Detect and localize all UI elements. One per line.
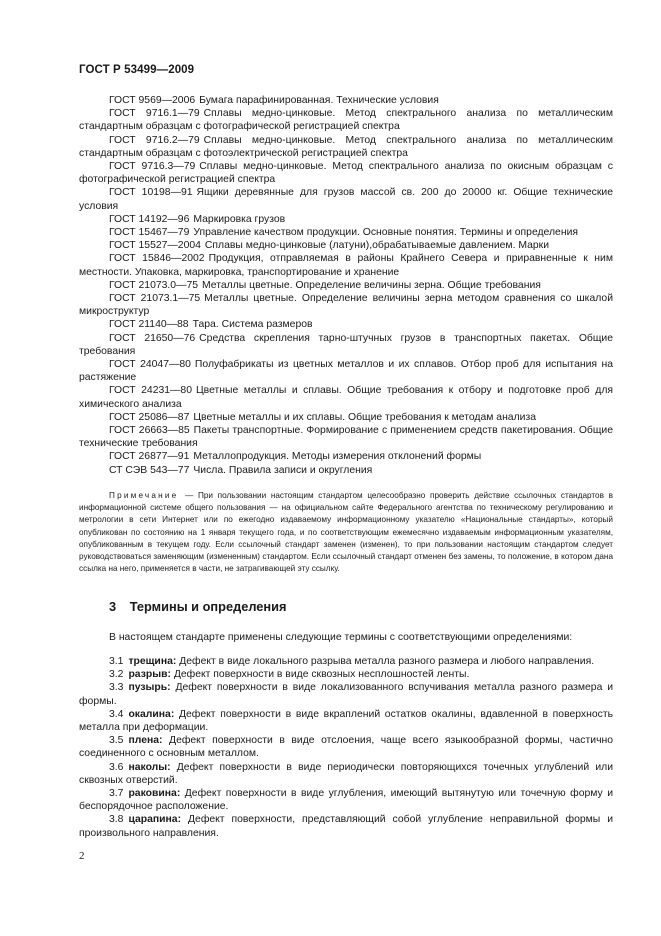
section-title: Термины и определения (129, 599, 287, 615)
term-name: трещина: (128, 655, 177, 667)
term-item (79, 787, 613, 813)
reference-code: ГОСТ 9716.1—79 (109, 108, 200, 120)
term-item (79, 813, 613, 839)
term-definition: Дефект поверхности в виде сквозных несплошностей ленты. (173, 669, 470, 681)
note-text: — При пользовании настоящим стандартом целесообразно проверить действие ссылочных стандартов в информационной системе общего пользования — на официальном сайте Федерального агентства по техническому регулированию и метрологии в сети Интернет или по ежегодно издаваемому информационному указателю «Национальные стандарты», который опубликован по состоянию на 1 января текущего года, и по соответствующим ежемесячно издаваемым информационным указателям, опубликованным в текущем году. Если ссылочный стандарт заменен (изменен), то при пользовании настоящим стандартом следует руководствоваться заменяющим (измененным) стандартом. Если ссылочный стандарт отменен без замены, то положение, в котором дана ссылка на него, применяется в части, не затрагивающей эту ссылку. (79, 490, 613, 574)
document-content (79, 94, 613, 840)
term-item (79, 668, 613, 681)
reference-code: ГОСТ 9716.2—79 (109, 134, 200, 146)
reference-item (79, 292, 613, 318)
term-item (79, 655, 613, 668)
term-name: царапина: (128, 814, 182, 826)
reference-title: Сплавы медно-цинковые. Метод спектрального анализа по металлическим стандартным образцам с фотографической регистрацией спектра (79, 108, 613, 133)
term-number: 3.8 (109, 814, 124, 826)
term-definition: Дефект поверхности, представляющий собой углубление неправильной формы и произвольного направления. (79, 814, 613, 839)
term-name: окалина: (128, 708, 175, 720)
term-number: 3.1 (109, 655, 124, 667)
reference-code: ГОСТ 25086—87 (109, 411, 190, 423)
reference-item (79, 464, 613, 477)
reference-code: ГОСТ 14192—96 (109, 213, 190, 225)
term-name: плена: (128, 735, 163, 747)
reference-note (79, 490, 613, 575)
reference-title: Бумага парафинированная. Технические условия (199, 95, 439, 106)
reference-title: Пакеты транспортные. Формирование с применением средств пакетирования. Общие технические требования (79, 425, 614, 450)
document-header: ГОСТ Р 53499—2009 (79, 64, 195, 76)
term-number: 3.4 (109, 708, 124, 720)
reference-title: Сплавы медно-цинковые. Метод спектрального анализа по металлическим стандартным образцам с фотоэлектрической регистрацией спектра (79, 134, 613, 159)
reference-code: ГОСТ 9716.3—79 (109, 161, 196, 173)
reference-item (79, 318, 613, 331)
reference-title: Цветные металлы и сплавы. Общие требования к отбору и подготовке проб для химического анализа (79, 385, 614, 410)
reference-code: ГОСТ 10198—91 (109, 187, 193, 199)
term-name: наколы: (128, 761, 171, 773)
reference-item (79, 358, 613, 384)
reference-item (79, 450, 613, 463)
section-heading (109, 599, 613, 615)
term-definition: Дефект поверхности в виде углубления, имеющий вытянутую или точечную форму и беспорядочное расположение. (79, 787, 614, 813)
term-item (79, 761, 613, 787)
reference-item (79, 384, 613, 410)
reference-code: ГОСТ 21650—76 (109, 332, 196, 344)
reference-title: Тара. Система размеров (192, 319, 313, 331)
term-item (79, 734, 613, 760)
term-definition: Дефект поверхности в виде отслоения, чаще всего языкообразной формы, частично соединенного с основным металлом. (79, 735, 613, 760)
reference-title: Средства скрепления тарно-штучных грузов в транспортных пакетах. Общие требования (79, 332, 614, 357)
term-name: разрыв: (128, 669, 171, 681)
term-number: 3.3 (109, 682, 124, 694)
term-definition: Дефект поверхности в виде вкраплений остатков окалины, вдавленной в поверхность металла при деформации. (79, 708, 613, 733)
reference-code: ГОСТ 21073.1—75 (109, 293, 201, 305)
reference-code: ГОСТ 24047—80 (109, 359, 191, 371)
reference-code: ГОСТ 26877—91 (109, 451, 190, 463)
term-number: 3.2 (109, 669, 124, 681)
reference-code: ГОСТ 24231—80 (109, 385, 192, 397)
normative-references-list (79, 94, 613, 477)
term-definition: Дефект поверхности в виде локализованного вспучивания металла разного размера и формы. (79, 682, 613, 707)
reference-item (79, 160, 613, 186)
reference-code: ГОСТ 15527—2004 (109, 240, 201, 252)
reference-item (79, 411, 613, 424)
reference-item (79, 424, 613, 450)
reference-item (79, 226, 613, 239)
reference-item (79, 332, 613, 358)
reference-title: Управление качеством продукции. Основные понятия. Термины и определения (193, 227, 578, 239)
reference-title: Числа. Правила записи и округления (193, 464, 373, 476)
term-number: 3.5 (109, 735, 124, 747)
reference-code: ГОСТ 21073.0—75 (109, 279, 199, 291)
term-number: 3.7 (109, 787, 124, 799)
reference-title: Маркировка грузов (193, 213, 286, 225)
reference-item (79, 94, 613, 107)
reference-title: Сплавы медно-цинковые (латуни),обрабатываемые давлением. Марки (204, 240, 550, 252)
reference-code: ГОСТ 15467—79 (109, 227, 190, 239)
term-name: раковина: (128, 787, 181, 799)
reference-code: ГОСТ 15846—2002 (109, 253, 205, 265)
term-item (79, 681, 613, 707)
reference-item (79, 107, 613, 133)
term-definition: Дефект в виде локального разрыва металла разного размера и любого направления. (179, 655, 595, 667)
reference-title: Металлопродукция. Методы измерения отклонений формы (193, 451, 482, 463)
section-number: 3 (109, 599, 117, 615)
reference-item (79, 134, 613, 160)
term-name: пузырь: (128, 682, 171, 694)
reference-title: Ящики деревянные для грузов массой св. 200 до 20000 кг. Общие технические условия (79, 187, 614, 212)
page-number: 2 (79, 850, 85, 862)
term-number: 3.6 (109, 761, 124, 773)
term-item (79, 708, 613, 734)
term-definition: Дефект поверхности в виде периодически повторяющихся точечных углублений или сквозных отверстий. (79, 761, 613, 786)
reference-item (79, 213, 613, 226)
reference-item (79, 279, 613, 292)
reference-code: ГОСТ 21140—88 (109, 319, 189, 331)
reference-item (79, 186, 613, 212)
reference-title: Сплавы медно-цинковые. Метод спектрального анализа по окисным образцам с фотографической регистрацией спектра (79, 161, 614, 186)
reference-title: Металлы цветные. Определение величины зерна. Общие требования (202, 279, 541, 291)
reference-title: Металлы цветные. Определение величины зерна методом сравнения со шкалой микроструктур (79, 293, 613, 318)
reference-code: ГОСТ 26663—85 (109, 425, 190, 437)
terms-list (79, 655, 613, 840)
section-intro: В настоящем стандарте применены следующие термины с соответствующими определениями: (109, 632, 573, 644)
note-label: Примечание (109, 490, 179, 500)
reference-code: ГОСТ 9569—2006 (109, 95, 196, 106)
reference-title: Продукция, отправляемая в районы Крайнего Севера и приравненные к ним местности. Упаковка, маркировка, транспортирование и хранение (79, 253, 613, 278)
reference-title: Полуфабрикаты из цветных металлов и их сплавов. Отбор проб для испытания на растяжение (79, 359, 613, 384)
reference-item (79, 239, 613, 252)
reference-code: СТ СЭВ 543—77 (109, 464, 190, 476)
reference-item (79, 252, 613, 278)
reference-title: Цветные металлы и их сплавы. Общие требования к методам анализа (193, 411, 536, 423)
